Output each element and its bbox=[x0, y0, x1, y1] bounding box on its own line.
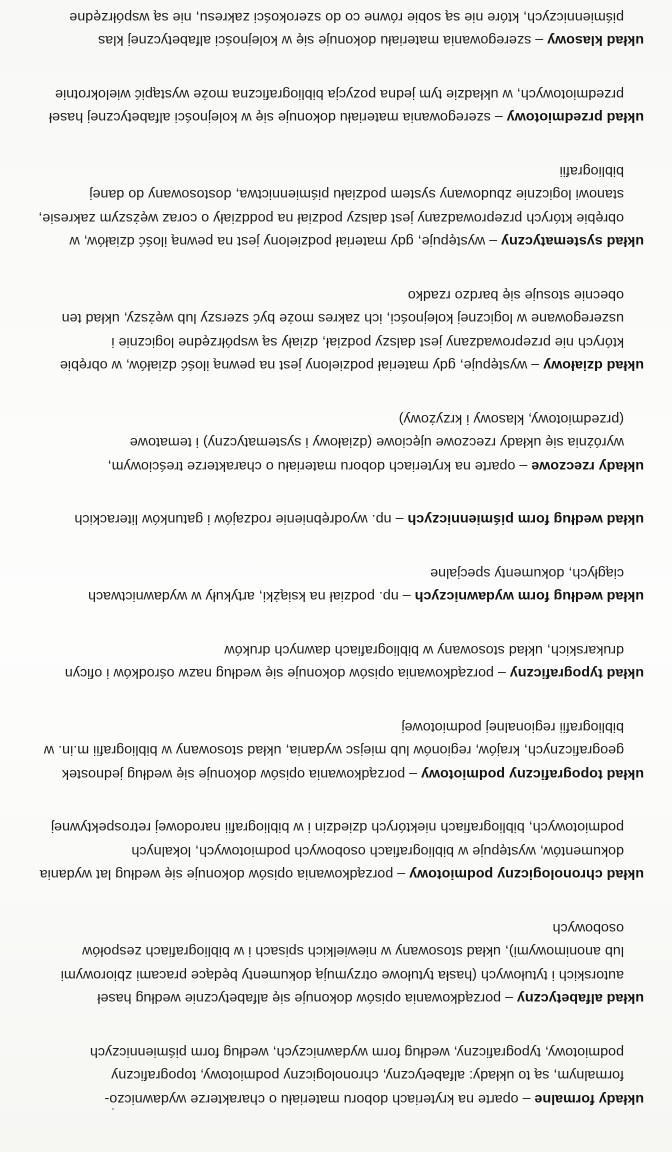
entry-line: drukarskich, układ stosowany w bibliografiach dawnych druków bbox=[224, 642, 624, 658]
entry-first-line bbox=[46, 661, 644, 685]
entry-text: – porządkowania opisów dokonuje się alfabetycznie według haseł bbox=[97, 990, 517, 1007]
glossary-entry-uklad-dzialowy bbox=[46, 283, 644, 377]
entry-text: – porządkowania opisów dokonuje się według jednostek bbox=[61, 766, 421, 782]
entry-first-line bbox=[46, 584, 644, 608]
entry-line: autorskich i tytułowych (hasła tytułowe otrzymują dokumenty będące pracami zbiorowymi bbox=[60, 967, 624, 983]
glossary-entry-uklad-przedmiotowy bbox=[46, 82, 644, 129]
entry-line: obecnie stosuje się bardzo rzadko bbox=[407, 287, 624, 303]
entry-term: układ chronologiczny podmiotowy bbox=[409, 866, 644, 883]
entry-line: podmiotowy, typograficzny, według form wydawniczych, według form piśmienniczych bbox=[89, 1044, 624, 1060]
entry-term: układ klasowy bbox=[547, 32, 644, 49]
entry-text: – występuje, gdy materiał podzielony jest na pewną ilość działów, w obrębie bbox=[59, 357, 544, 374]
entry-first-line bbox=[46, 986, 644, 1010]
entry-text: – występuje, gdy materiał podzielony jest na pewną ilość działów, w bbox=[69, 233, 502, 250]
entry-line: formalnym, są to układy: alfabetyczny, chronologiczny podmiotowy, topograficzny bbox=[111, 1067, 624, 1084]
entry-text: – porządkowania opisów dokonuje się według lat wydania bbox=[39, 866, 410, 883]
entry-line: przedmiotowych, w układzie tym jedna pozycja bibliograficzna może wystąpić wielokrotnie bbox=[55, 86, 624, 102]
entry-line: bibliografii bbox=[559, 163, 624, 179]
glossary-entry-uklady-formalne bbox=[46, 1040, 644, 1111]
entry-term: układy rzeczowe bbox=[531, 458, 644, 474]
glossary-entry-uklad-typograficzny bbox=[46, 638, 644, 685]
entry-line: geograficznych, krajów, regionów lub miejsc wydania, układ stosowany w bibliografii m.in. w bbox=[43, 742, 624, 759]
entry-first-line bbox=[46, 353, 644, 377]
glossary-entry-uklady-rzeczowe bbox=[46, 407, 644, 478]
glossary-entry-uklad-chronologiczny-podmiotowy bbox=[39, 815, 644, 886]
entry-line: osobowych bbox=[552, 920, 624, 936]
entry-first-line bbox=[46, 454, 644, 478]
entry-term: układy formalne bbox=[534, 1091, 644, 1107]
entry-term: układ przedmiotowy bbox=[506, 109, 644, 126]
scan-speck bbox=[112, 1108, 114, 1110]
entry-line: bibliografii regionalnej podmiotowej bbox=[401, 719, 624, 735]
entry-term: układ według form wydawniczych bbox=[414, 588, 644, 605]
entry-term: układ systematyczny bbox=[501, 233, 644, 250]
entry-line: których nie przeprowadzany jest dalszy podział, działy są współrzędne logicznie i bbox=[111, 334, 624, 350]
entry-first-line bbox=[46, 229, 644, 253]
entry-text: – szeregowania materiału dokonuje się w kolejności alfabetycznej klas bbox=[98, 32, 548, 49]
entry-line: ciągłych, dokumenty specjalne bbox=[430, 565, 624, 581]
entry-first-line bbox=[46, 762, 644, 786]
entry-first-line bbox=[46, 1087, 644, 1111]
glossary-entry-uklad-systematyczny bbox=[38, 159, 644, 253]
glossary-entry-uklad-klasowy bbox=[46, 0, 644, 52]
entry-line: obrębie których przeprowadzany jest dalszy podział na poddziały o coraz węższym zakresie, bbox=[38, 210, 624, 226]
entry-line: piśmienniczych, które nie są sobie równe co do szerokości zakresu, nie są współrzędne bbox=[69, 9, 624, 25]
entry-term: układ topograficzny podmiotowy bbox=[421, 766, 644, 782]
entry-line: uszeregowane w logicznej kolejności, ich zakres może być szerszy lub węższy, układ ten bbox=[61, 310, 624, 327]
entry-term: układ działowy bbox=[543, 357, 644, 374]
entry-text: – np. wyodrębnienie rodzajów i gatunków literackich bbox=[74, 511, 408, 528]
entry-text: – np. podział na książki, artykuły w wydawnictwach bbox=[88, 588, 415, 605]
entry-term: układ alfabetyczny bbox=[516, 990, 644, 1007]
entry-line: lub anonimowymi), układ stosowany w niewielkich spisach i w bibliografiach zespołów bbox=[82, 943, 624, 960]
entry-term: układ według form piśmienniczych bbox=[407, 511, 644, 528]
entry-line: wyróżnia się układy rzeczowe ujęciowe (działowy i systematyczny) i tematowe bbox=[129, 434, 624, 451]
entry-line: (przedmiotowy, klasowy i krzyżowy) bbox=[398, 411, 624, 427]
glossary-entry-uklad-wedlug-form-pismienniczych bbox=[46, 507, 644, 531]
glossary-entry-uklad-wedlug-form-wydawniczych bbox=[46, 561, 644, 608]
entry-term: układ typograficzny bbox=[509, 665, 644, 682]
glossary-entry-uklad-alfabetyczny bbox=[46, 916, 644, 1010]
entry-text: – porządkowania opisów dokonuje się według nazw ośrodków i oficyn bbox=[64, 665, 510, 682]
entry-first-line bbox=[46, 507, 644, 531]
entry-first-line bbox=[46, 105, 644, 129]
entry-text: – szeregowania materiału dokonuje się w kolejności alfabetycznej haseł bbox=[48, 109, 507, 126]
glossary-list bbox=[38, 0, 644, 1110]
entry-first-line bbox=[39, 862, 644, 886]
entry-line: podmiotowych, bibliografiach niektórych dziedzin i w bibliografii narodowej retrospektywnej bbox=[50, 819, 624, 836]
entry-text: – oparte na kryteriach doboru materiału o charakterze treściowym, bbox=[107, 458, 532, 474]
entry-first-line bbox=[46, 28, 644, 52]
entry-line: stanowi logicznie zbudowany system podziału piśmiennictwa, dostosowany do danej bbox=[89, 186, 624, 203]
glossary-entry-uklad-topograficzny-podmiotowy bbox=[43, 715, 644, 786]
entry-text: – oparte na kryteriach doboru materiału o charakterze wydawniczo- bbox=[104, 1091, 535, 1107]
entry-line: dokumentów, występuje w bibliografiach osobowych podmiotowych, lokalnych bbox=[131, 843, 624, 859]
